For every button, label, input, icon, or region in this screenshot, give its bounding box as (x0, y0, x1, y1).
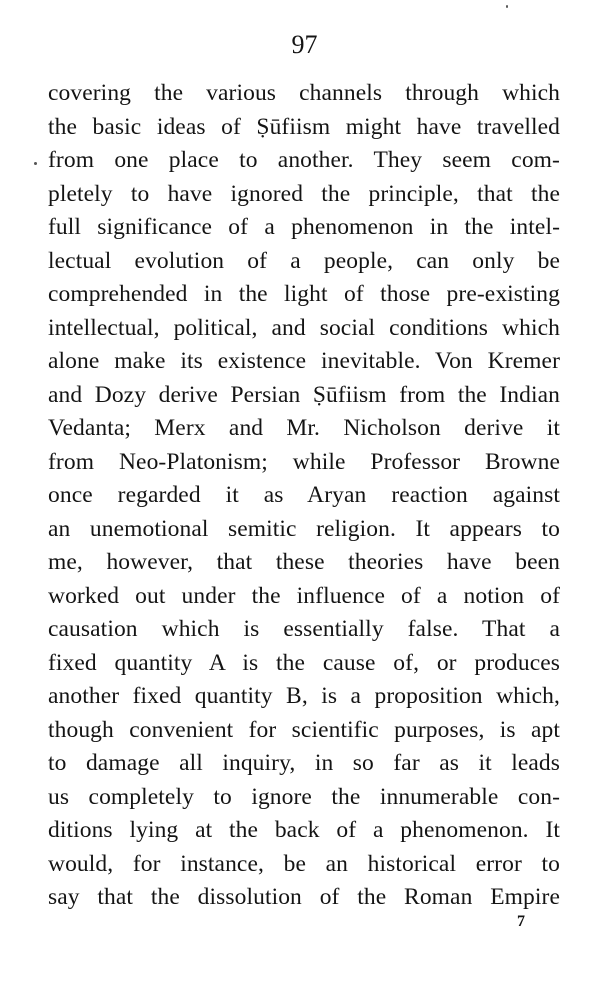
text-line: lectual evolution of a people, can only be (48, 247, 560, 274)
scan-speck (506, 5, 508, 8)
text-line: alone make its existence inevitable. Von Kremer (48, 348, 560, 374)
text-line: ditions lying at the back of a phenomenon. It (48, 817, 560, 843)
text-line: covering the various channels through which (48, 80, 560, 106)
signature-mark: 7 (517, 913, 525, 930)
text-line: and Dozy derive Persian Ṣūfiism from the Indian (48, 381, 560, 408)
text-line: me, however, that these theories have been (48, 549, 560, 575)
text-line: from Neo-Platonism; while Professor Browne (48, 448, 560, 475)
text-line: to damage all inquiry, in so far as it leads (48, 750, 560, 776)
text-line: us completely to ignore the innumerable con- (48, 783, 560, 810)
page-number: 97 (291, 30, 318, 59)
text-line: Vedanta; Merx and Mr. Nicholson derive it (48, 415, 560, 441)
scan-speck (34, 162, 37, 165)
text-line: full significance of a phenomenon in the intel- (48, 214, 560, 240)
text-line: pletely to have ignored the principle, that the (48, 180, 560, 207)
text-line: though convenient for scientific purposes, is apt (48, 716, 560, 743)
body-text (48, 77, 560, 915)
text-line: comprehended in the light of those pre-existing (48, 281, 560, 307)
text-line: the basic ideas of Ṣūfiism might have travelled (48, 113, 560, 140)
text-line: another fixed quantity B, is a proposition which, (48, 683, 560, 709)
text-line: intellectual, political, and social conditions which (48, 314, 560, 341)
text-line: once regarded it as Aryan reaction against (48, 482, 560, 508)
text-line: worked out under the influence of a notion of (48, 582, 560, 609)
text-line: causation which is essentially false. That a (48, 616, 560, 642)
text-line: fixed quantity A is the cause of, or produces (48, 649, 560, 676)
text-line: say that the dissolution of the Roman Empire (48, 884, 560, 910)
text-line: an unemotional semitic religion. It appears to (48, 515, 560, 542)
text-line: would, for instance, be an historical error to (48, 850, 560, 877)
text-line: from one place to another. They seem com- (48, 147, 560, 173)
